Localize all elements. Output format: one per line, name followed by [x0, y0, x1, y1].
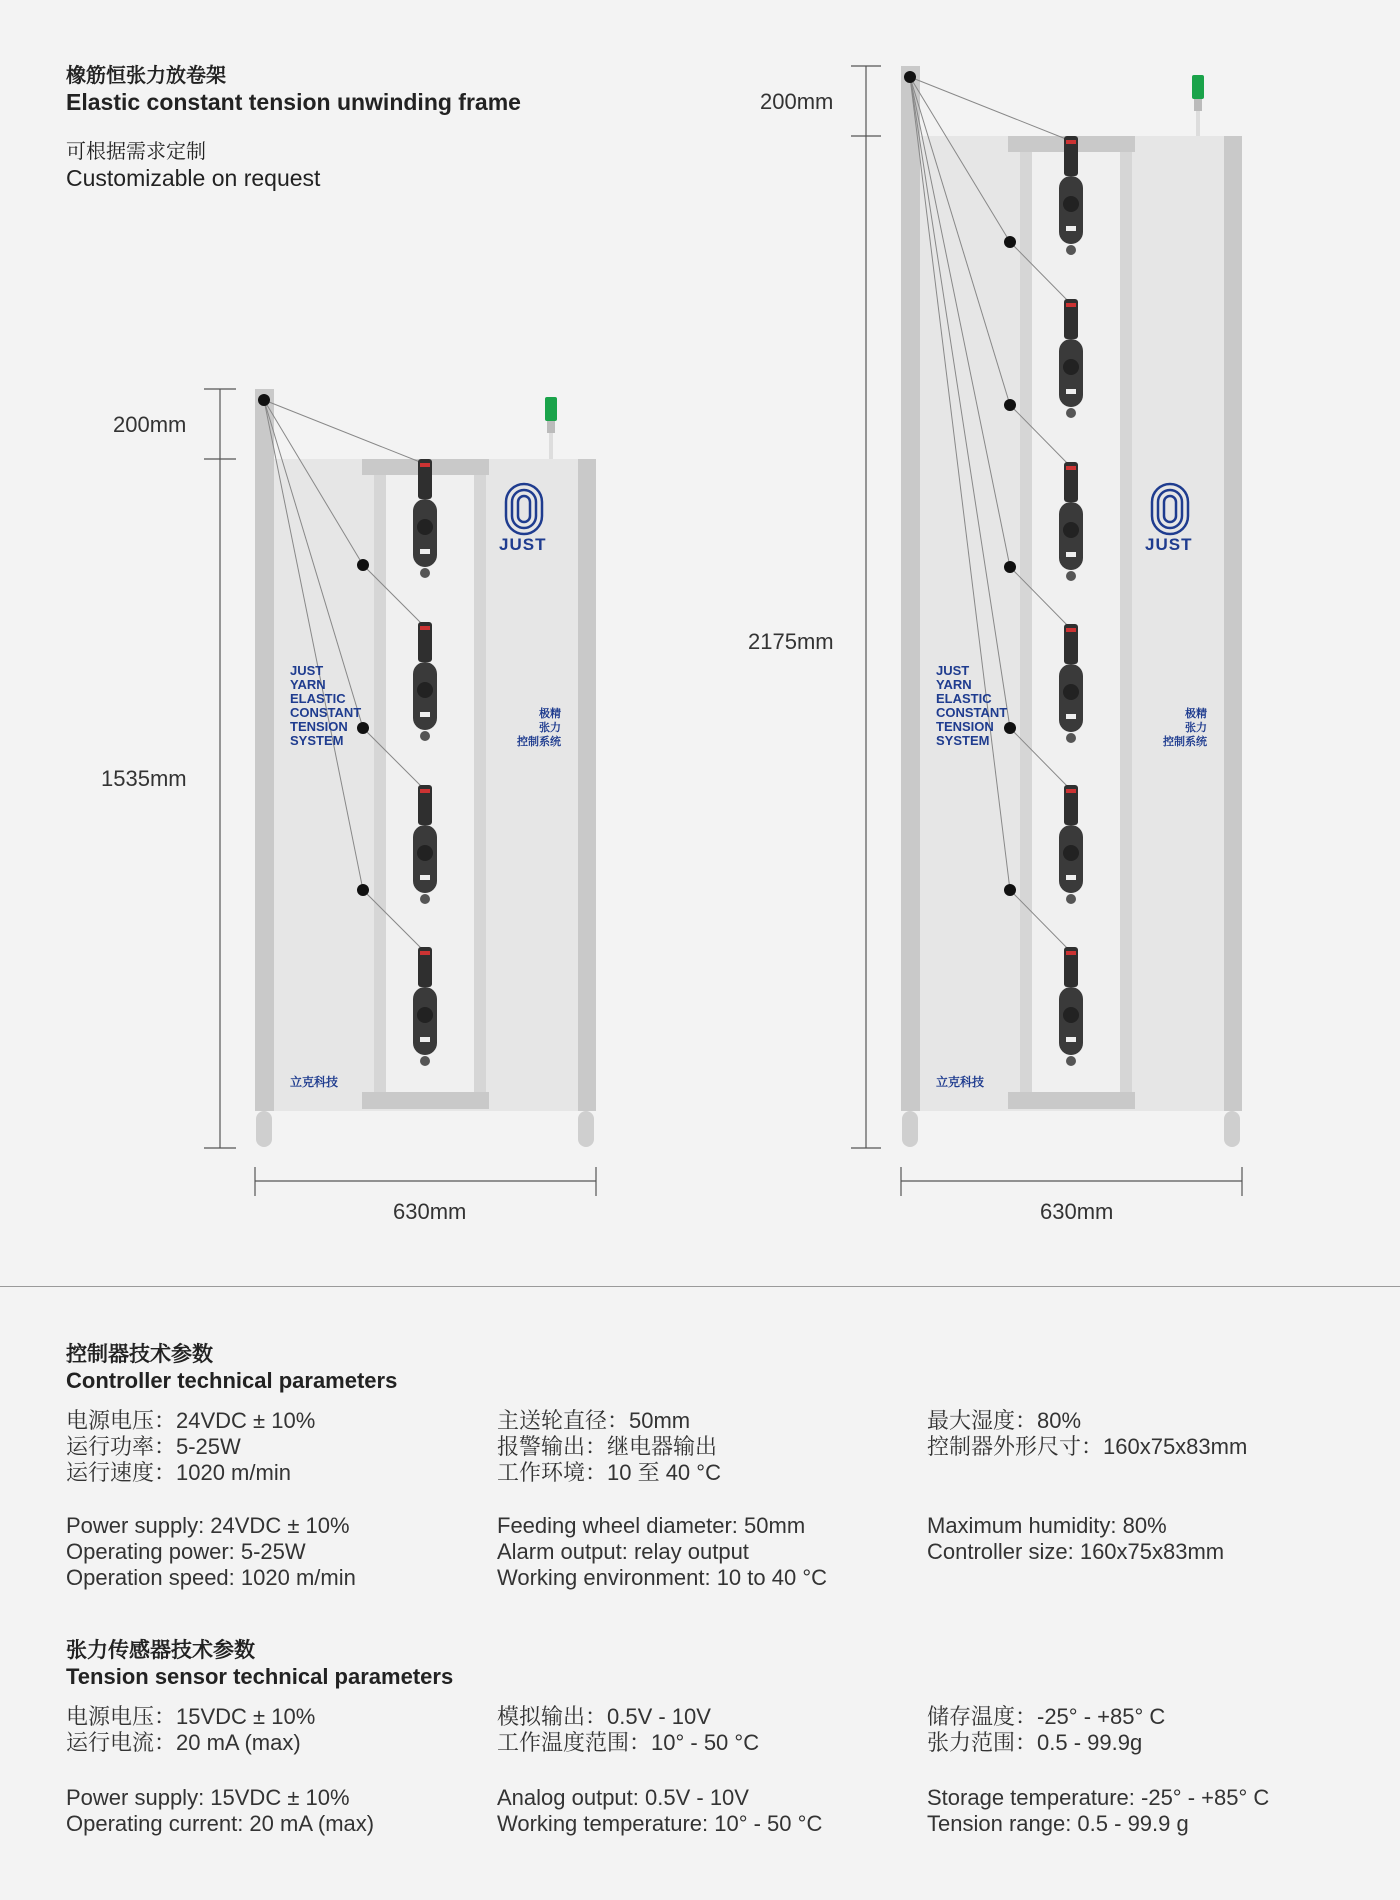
large-top-dim: 200mm [760, 89, 834, 114]
param-line: Operation speed: 1020 m/min [66, 1565, 356, 1590]
param-line: 张力范围：0.5 - 99.9g [927, 1730, 1143, 1755]
section-divider [0, 1286, 1400, 1287]
large-right-text [1151, 707, 1207, 749]
sensor-title-en: Tension sensor technical parameters [66, 1664, 454, 1689]
controller-title-en: Controller technical parameters [66, 1368, 398, 1393]
right-line: 极精 [539, 708, 561, 720]
param-line: Working temperature: 10° - 50 °C [497, 1811, 823, 1836]
controller-en-col-1 [66, 1513, 356, 1591]
side-line: ELASTIC [290, 691, 346, 706]
controller-en-col-3 [927, 1513, 1224, 1565]
sensor-cn-col-3 [927, 1704, 1165, 1756]
param-line: 运行速度：1020 m/min [66, 1460, 291, 1485]
side-line: TENSION [290, 719, 348, 734]
custom-en: Customizable on request [66, 165, 321, 191]
large-side-text [936, 664, 1007, 748]
param-line: Power supply: 15VDC ± 10% [66, 1785, 350, 1810]
small-company: 立克科技 [290, 1075, 339, 1089]
param-line: 工作温度范围：10° - 50 °C [497, 1730, 760, 1755]
side-line: TENSION [936, 719, 994, 734]
custom-cn: 可根据需求定制 [66, 141, 206, 163]
side-line: SYSTEM [290, 733, 344, 748]
param-line: Power supply: 24VDC ± 10% [66, 1513, 350, 1538]
param-line: 模拟输出：0.5V - 10V [497, 1704, 711, 1729]
title-en: Elastic constant tension unwinding frame [66, 89, 521, 115]
side-line: CONSTANT [936, 705, 1008, 720]
param-line: Working environment: 10 to 40 °C [497, 1565, 827, 1590]
param-line: 工作环境：10 至 40 °C [497, 1460, 721, 1485]
small-width-dim: 630mm [393, 1199, 467, 1224]
param-line: 电源电压：24VDC ± 10% [66, 1408, 316, 1433]
sensor-en-col-1 [66, 1785, 374, 1837]
title-cn: 橡筋恒张力放卷架 [66, 65, 226, 87]
side-line: SYSTEM [936, 733, 990, 748]
param-line: 运行电流：20 mA (max) [66, 1730, 301, 1755]
controller-title-cn: 控制器技术参数 [66, 1343, 213, 1366]
param-line: 运行功率：5-25W [66, 1434, 241, 1459]
small-brand: JUST [499, 535, 547, 554]
large-brand: JUST [1145, 535, 1193, 554]
controller-cn-col-1 [66, 1408, 315, 1486]
large-height-dim: 2175mm [748, 629, 834, 654]
controller-cn-col-3 [927, 1408, 1247, 1460]
right-line: 张力 [539, 722, 561, 734]
small-side-text [290, 664, 361, 748]
side-line: YARN [936, 677, 972, 692]
param-line: Operating current: 20 mA (max) [66, 1811, 375, 1836]
param-line: 最大湿度：80% [927, 1408, 1082, 1433]
sensor-cn-col-1 [66, 1704, 315, 1756]
controller-cn-col-2 [497, 1408, 721, 1486]
right-line: 极精 [1185, 708, 1207, 720]
sensor-cn-col-2 [497, 1704, 759, 1756]
param-line: Operating power: 5-25W [66, 1539, 306, 1564]
small-height-dim: 1535mm [101, 766, 187, 791]
right-line: 控制系统 [517, 736, 561, 748]
large-company: 立克科技 [936, 1075, 985, 1089]
right-line: 控制系统 [1163, 736, 1207, 748]
side-line: YARN [290, 677, 326, 692]
side-line: CONSTANT [290, 705, 362, 720]
param-line: Alarm output: relay output [497, 1539, 749, 1564]
param-line: Feeding wheel diameter: 50mm [497, 1513, 806, 1538]
sensor-title-cn: 张力传感器技术参数 [66, 1639, 255, 1662]
param-line: Analog output: 0.5V - 10V [497, 1785, 749, 1810]
param-line: 报警输出：继电器输出 [497, 1434, 718, 1459]
small-right-text [505, 707, 561, 749]
side-line: JUST [936, 663, 970, 678]
param-line: Tension range: 0.5 - 99.9 g [927, 1811, 1189, 1836]
param-line: Maximum humidity: 80% [927, 1513, 1167, 1538]
small-top-dim: 200mm [113, 412, 187, 437]
param-line: 电源电压：15VDC ± 10% [66, 1704, 316, 1729]
side-line: JUST [290, 663, 324, 678]
controller-en-col-2 [497, 1513, 827, 1591]
param-line: 控制器外形尺寸：160x75x83mm [927, 1434, 1248, 1459]
param-line: 储存温度：-25° - +85° C [927, 1704, 1166, 1729]
side-line: ELASTIC [936, 691, 992, 706]
sensor-en-col-3 [927, 1785, 1269, 1837]
sensor-en-col-2 [497, 1785, 822, 1837]
large-width-dim: 630mm [1040, 1199, 1114, 1224]
param-line: 主送轮直径：50mm [497, 1408, 691, 1433]
param-line: Controller size: 160x75x83mm [927, 1539, 1225, 1564]
right-line: 张力 [1185, 722, 1207, 734]
param-line: Storage temperature: -25° - +85° C [927, 1785, 1270, 1810]
